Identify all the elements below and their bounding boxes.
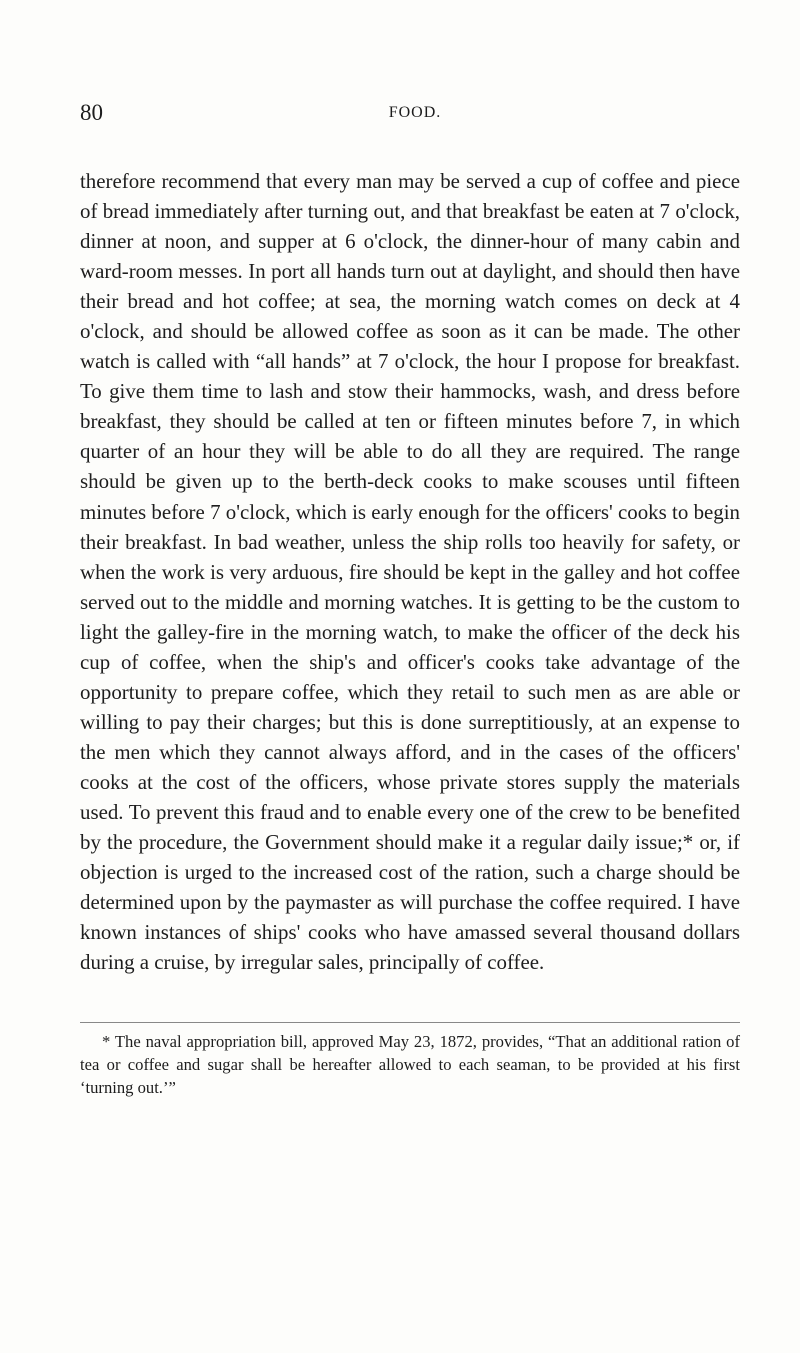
page-header xyxy=(80,100,750,130)
page-number: 80 xyxy=(80,100,103,125)
body-paragraph: therefore recommend that every man may be served a cup of coffee and piece of bread immediately after turning out, and that breakfast be eaten at 7 o'clock, dinner at noon, and supper at 6 o'clock, the dinner-hour of many cabin and ward-room messes. In port all hands turn out at daylight, and should then have their bread and hot coffee; at sea, the morning watch comes on deck at 4 o'clock, and should be allowed coffee as soon as it can be made. The other watch is called with “all hands” at 7 o'clock, the hour I propose for breakfast. To give them time to lash and stow their hammocks, wash, and dress before breakfast, they should be called at ten or fifteen minutes before 7, in which quarter of an hour they will be able to do all they are required. The range should be given up to the berth-deck cooks to make scouses until fifteen minutes before 7 o'clock, which is early enough for the officers' cooks to begin their breakfast. In bad weather, unless the ship rolls too heavily for safety, or when the work is very arduous, fire should be kept in the galley and hot coffee served out to the middle and morning watches. It is getting to be the custom to light the galley-fire in the morning watch, to make the officer of the deck his cup of coffee, when the ship's and officer's cooks take advantage of the opportunity to prepare coffee, which they retail to such men as are able or willing to pay their charges; but this is done surreptitiously, at an expense to the men which they cannot always afford, and in the cases of the officers' cooks at the cost of the officers, whose private stores supply the materials used. To prevent this fraud and to enable every one of the crew to be benefited by the procedure, the Government should make it a regular daily issue;* or, if objection is urged to the increased cost of the ration, such a charge should be determined upon by the paymaster as will purchase the coffee required. I have known instances of ships' cooks who have amassed several thousand dollars during a cruise, by irregular sales, principally of coffee. xyxy=(80,169,740,975)
running-head: FOOD. xyxy=(388,104,442,121)
footnote-divider xyxy=(80,1022,740,1023)
footnote: * The naval appropriation bill, approved May 23, 1872, provides, “That an additional ration of tea or coffee and sugar shall be hereafter allowed to each seaman, to be provided at his first ‘turning out.’” xyxy=(80,1032,740,1097)
